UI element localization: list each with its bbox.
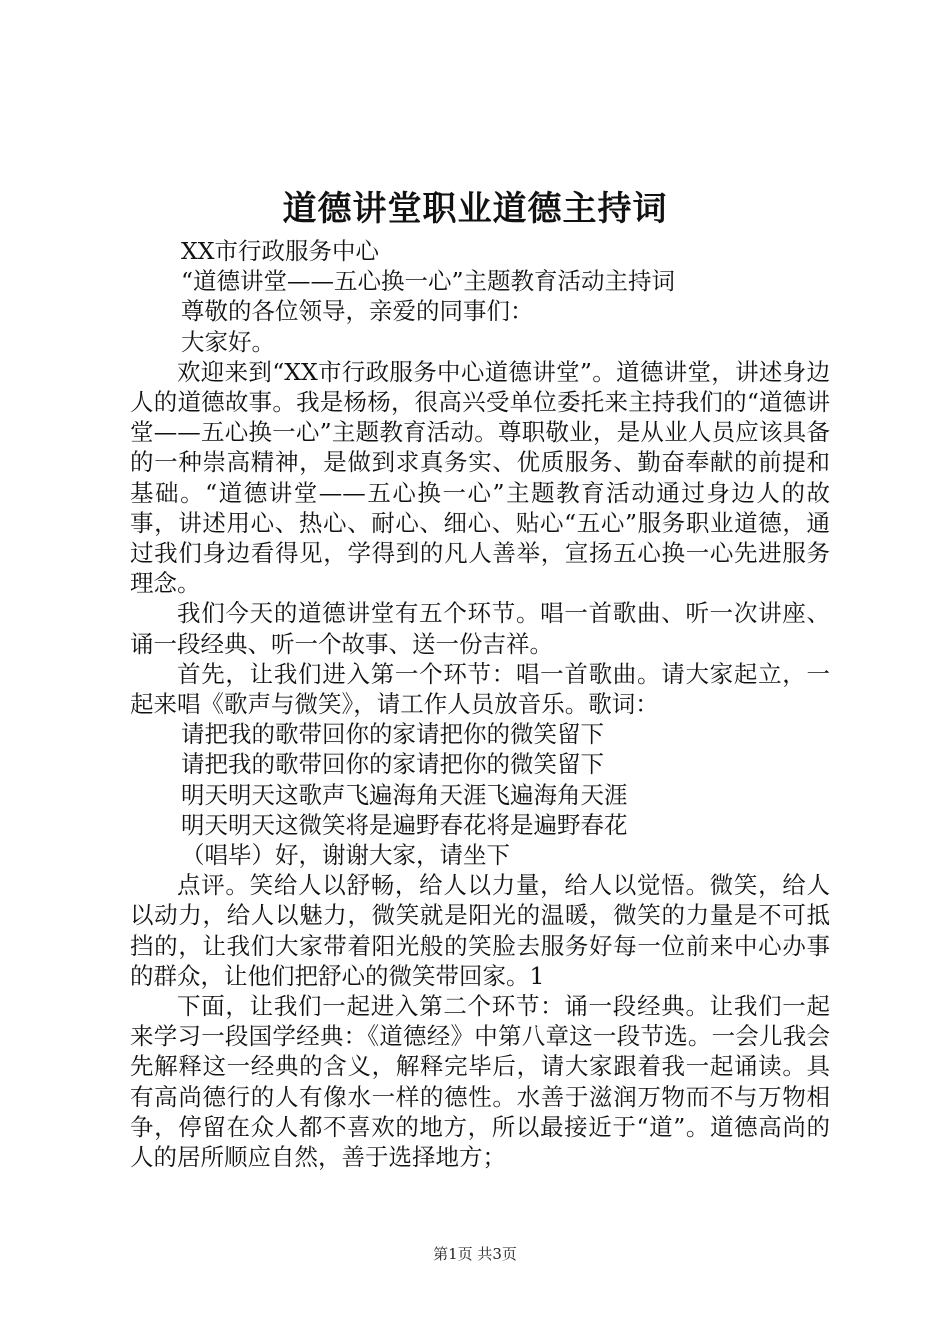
- paragraph-welcome: 欢迎来到“XX市行政服务中心道德讲堂”。道德讲堂，讲述身边人的道德故事。我是杨杨，很高兴受单位委托来主持我们的“道德讲堂——五心换一心”主题教育活动。尊职敬业，是从业人员应该具备的一种崇高精神，是做到求真务实、优质服务、勤奋奉献的前提和基础。“道德讲堂——五心换一心”主题教育活动通过身边人的故事，讲述用心、热心、耐心、细心、贴心“五心”服务职业道德，通过我们身边看得见，学得到的凡人善举，宣扬五心换一心先进服务理念。: [130, 357, 830, 598]
- document-body: [130, 236, 830, 1172]
- paragraph-first-segment: 首先，让我们进入第一个环节：唱一首歌曲。请大家起立，一起来唱《歌声与微笑》，请工作人员放音乐。歌词：: [130, 659, 830, 719]
- paragraph-organization: XX市行政服务中心: [181, 237, 379, 265]
- paragraph-after-song: （唱毕）好，谢谢大家，请坐下: [181, 841, 510, 870]
- paragraph-comment: 点评。笑给人以舒畅，给人以力量，给人以觉悟。微笑，给人以动力，给人以魅力，微笑就是阳光的温暖，微笑的力量是不可抵挡的，让我们大家带着阳光般的笑脸去服务好每一位前来中心办事的群众，让他们把舒心的微笑带回家。1: [130, 871, 830, 990]
- document-title: 道德讲堂职业道德主持词: [282, 189, 668, 229]
- page-number-footer: 第1页 共3页: [433, 1245, 517, 1263]
- paragraph-agenda: 我们今天的道德讲堂有五个环节。唱一首歌曲、听一次讲座、诵一段经典、听一个故事、送一份吉祥。: [130, 599, 830, 658]
- paragraph-second-segment: 下面，让我们一起进入第二个环节：诵一段经典。让我们一起来学习一段国学经典：《道德经》中第八章这一段节选。一会儿我会先解释这一经典的含义，解释完毕后，请大家跟着我一起诵读。具有高尚德行的人有像水一样的德性。水善于滋润万物而不与万物相争，停留在众人都不喜欢的地方，所以最接近于“道”。道德高尚的人的居所顺应自然，善于选择地方；: [130, 992, 830, 1172]
- lyric-line: 请把我的歌带回你的家请把你的微笑留下: [181, 750, 604, 779]
- lyric-line: 请把我的歌带回你的家请把你的微笑留下: [181, 720, 604, 749]
- paragraph-greeting: 大家好。: [181, 327, 275, 356]
- lyric-line: 明天明天这歌声飞遍海角天涯飞遍海角天涯: [181, 780, 628, 809]
- paragraph-subtitle: “道德讲堂——五心换一心”主题教育活动主持词: [181, 267, 676, 296]
- paragraph-salutation: 尊敬的各位领导，亲爱的同事们：: [181, 297, 534, 326]
- lyric-line: 明天明天这微笑将是遍野春花将是遍野春花: [181, 810, 628, 839]
